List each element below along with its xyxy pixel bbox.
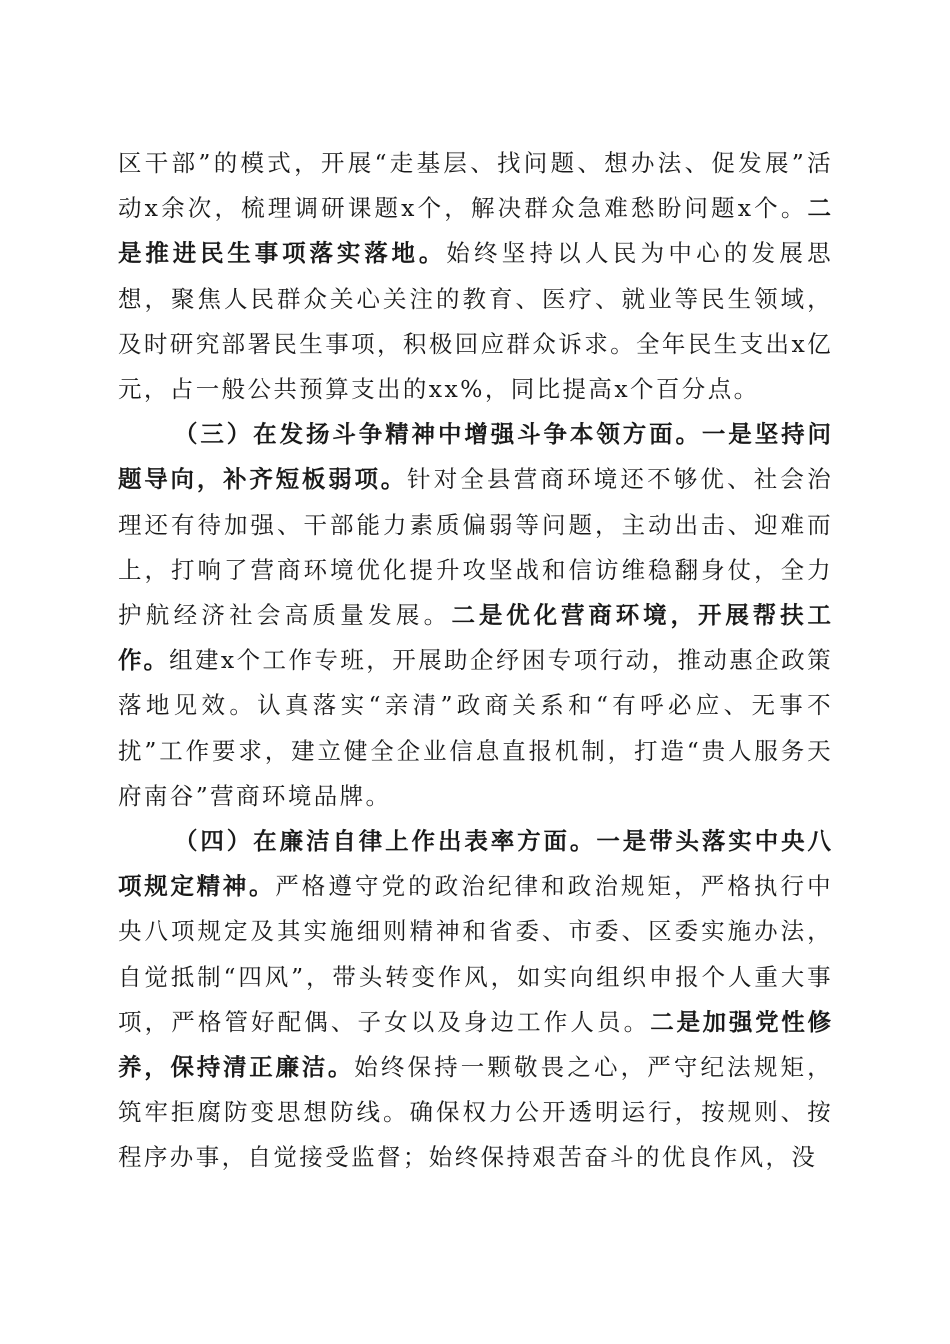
text-segment: 针对全县营商环境还不够优、社会治理还有待加强、干部能力素质偏弱等问题，主动出击、迎难而上，打响了营商环境优化提升攻坚战和信访维稳翻身仗，全力护航经济社会高质量发展。 [118,465,834,630]
text-segment: 始终保持一颗敬畏之心，严守纪法规矩，筑牢拒腐防变思想防线。确保权力公开透明运行，按规则、按程序办事，自觉接受监督；始终保持艰苦奋斗的优良作风，没 [118,1053,834,1172]
paragraph-2 [118,412,833,819]
heading-segment: （三）在发扬斗争精神中增强斗争本领方面。一是坚持问题导向，补齐短板弱项。 [118,420,833,494]
text-segment: 严格遵守党的政治纪律和政治规矩，严格执行中央八项规定及其实施细则精神和省委、市委、区委实施办法，自觉抵制“四风”，带头转变作风，如实向组织申报个人重大事项，严格管好配偶、子女以及身边工作人员。 [118,872,834,1036]
document-body [118,141,833,1181]
heading-segment: （四）在廉洁自律上作出表率方面。一是带头落实中央八项规定精神。 [118,827,833,901]
text-segment: 组建x个工作专班，开展助企纾困专项行动，推动惠企政策落地见效。认真落实“亲清”政商关系和“有呼必应、无事不扰”工作要求，建立健全企业信息直报机制，打造“贵人服务天府南谷”营商环境品牌。 [118,646,833,810]
heading-segment: 二是加强党性修养，保持清正廉洁。 [118,1007,834,1082]
text-segment: 区干部”的模式，开展“走基层、找问题、想办法、促发展”活动x余次，梳理调研课题x个，解决群众急难愁盼问题x个。 [118,149,833,223]
heading-segment: 二是优化营商环境，开展帮扶工作。 [118,601,833,675]
text-segment: 始终坚持以人民为中心的发展思想，聚焦人民群众关心关注的教育、医疗、就业等民生领域，及时研究部署民生事项，积极回应群众诉求。全年民生支出x亿元，占一般公共预算支出的xx%，同比提高x个百分点。 [118,239,834,404]
paragraph-3 [118,819,833,1181]
paragraph-1 [118,141,833,412]
heading-segment: 二是推进民生事项落实落地。 [118,194,833,268]
